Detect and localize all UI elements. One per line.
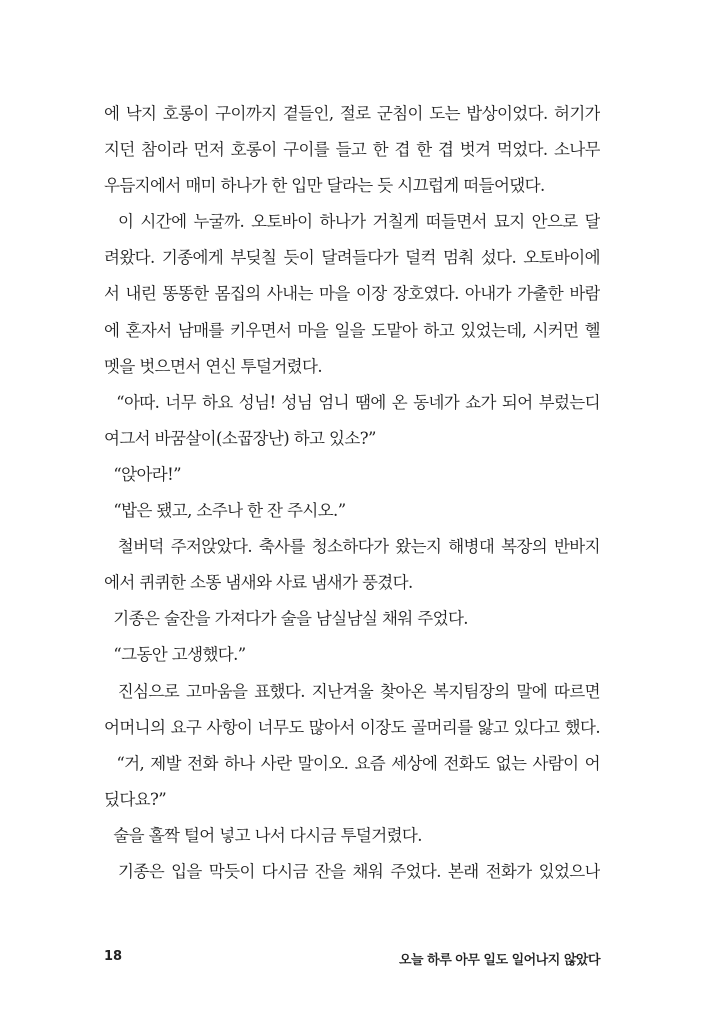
text-line: 여그서 바꿈살이(소꿉장난) 하고 있소?” — [104, 428, 376, 448]
page-footer — [104, 945, 600, 969]
body-text — [104, 96, 600, 890]
text-line: 지던 참이라 먼저 호롱이 구이를 들고 한 겹 한 겹 벗겨 먹었다. 소나무 — [104, 140, 600, 160]
text-line: “앉아라!” — [104, 464, 182, 484]
text-line: 기종은 술잔을 가져다가 술을 남실남실 채워 주었다. — [104, 609, 468, 629]
text-line: 기종은 입을 막듯이 다시금 잔을 채워 주었다. 본래 전화가 있었으나 — [104, 861, 600, 881]
text-line: 어머니의 요구 사항이 너무도 많아서 이장도 골머리를 앓고 있다고 했다. — [104, 717, 600, 737]
text-line: 려왔다. 기종에게 부딪칠 듯이 달려들다가 덜컥 멈춰 섰다. 오토바이에 — [104, 248, 600, 268]
text-line: 술을 홀짝 털어 넣고 나서 다시금 투덜거렸다. — [104, 825, 422, 845]
text-line: 에 혼자서 남매를 키우면서 마을 일을 도맡아 하고 있었는데, 시커먼 헬 — [104, 320, 600, 340]
page-number: 18 — [104, 949, 123, 964]
text-line: 멧을 벗으면서 연신 투덜거렸다. — [104, 356, 322, 376]
text-line: 에서 퀴퀴한 소똥 냄새와 사료 냄새가 풍겼다. — [104, 573, 413, 593]
text-line: 우듬지에서 매미 하나가 한 입만 달라는 듯 시끄럽게 떠들어댔다. — [104, 176, 545, 196]
text-line: 진심으로 고마움을 표했다. 지난겨울 찾아온 복지팀장의 말에 따르면 — [104, 681, 600, 701]
text-line: “거, 제발 전화 하나 사란 말이오. 요즘 세상에 전화도 없는 사람이 어 — [104, 753, 600, 773]
text-line: 서 내린 똥똥한 몸집의 사내는 마을 이장 장호였다. 아내가 가출한 바람 — [104, 284, 600, 304]
text-line: “아따. 너무 하요 성님! 성님 엄니 땜에 온 동네가 쇼가 되어 부렀는디 — [104, 392, 600, 412]
text-line: 철버덕 주저앉았다. 축사를 청소하다가 왔는지 해병대 복장의 반바지 — [104, 537, 600, 557]
text-line: “그동안 고생했다.” — [104, 645, 246, 665]
text-line: “밥은 됐고, 소주나 한 잔 주시오.” — [104, 501, 346, 521]
text-line: 딨다요?” — [104, 789, 167, 809]
text-line: 에 낙지 호롱이 구이까지 곁들인, 절로 군침이 도는 밥상이었다. 허기가 — [104, 104, 600, 123]
running-title: 오늘 하루 아무 일도 일어나지 않았다 — [399, 953, 600, 968]
text-line: 이 시간에 누굴까. 오토바이 하나가 거칠게 떠들면서 묘지 안으로 달 — [104, 212, 600, 232]
